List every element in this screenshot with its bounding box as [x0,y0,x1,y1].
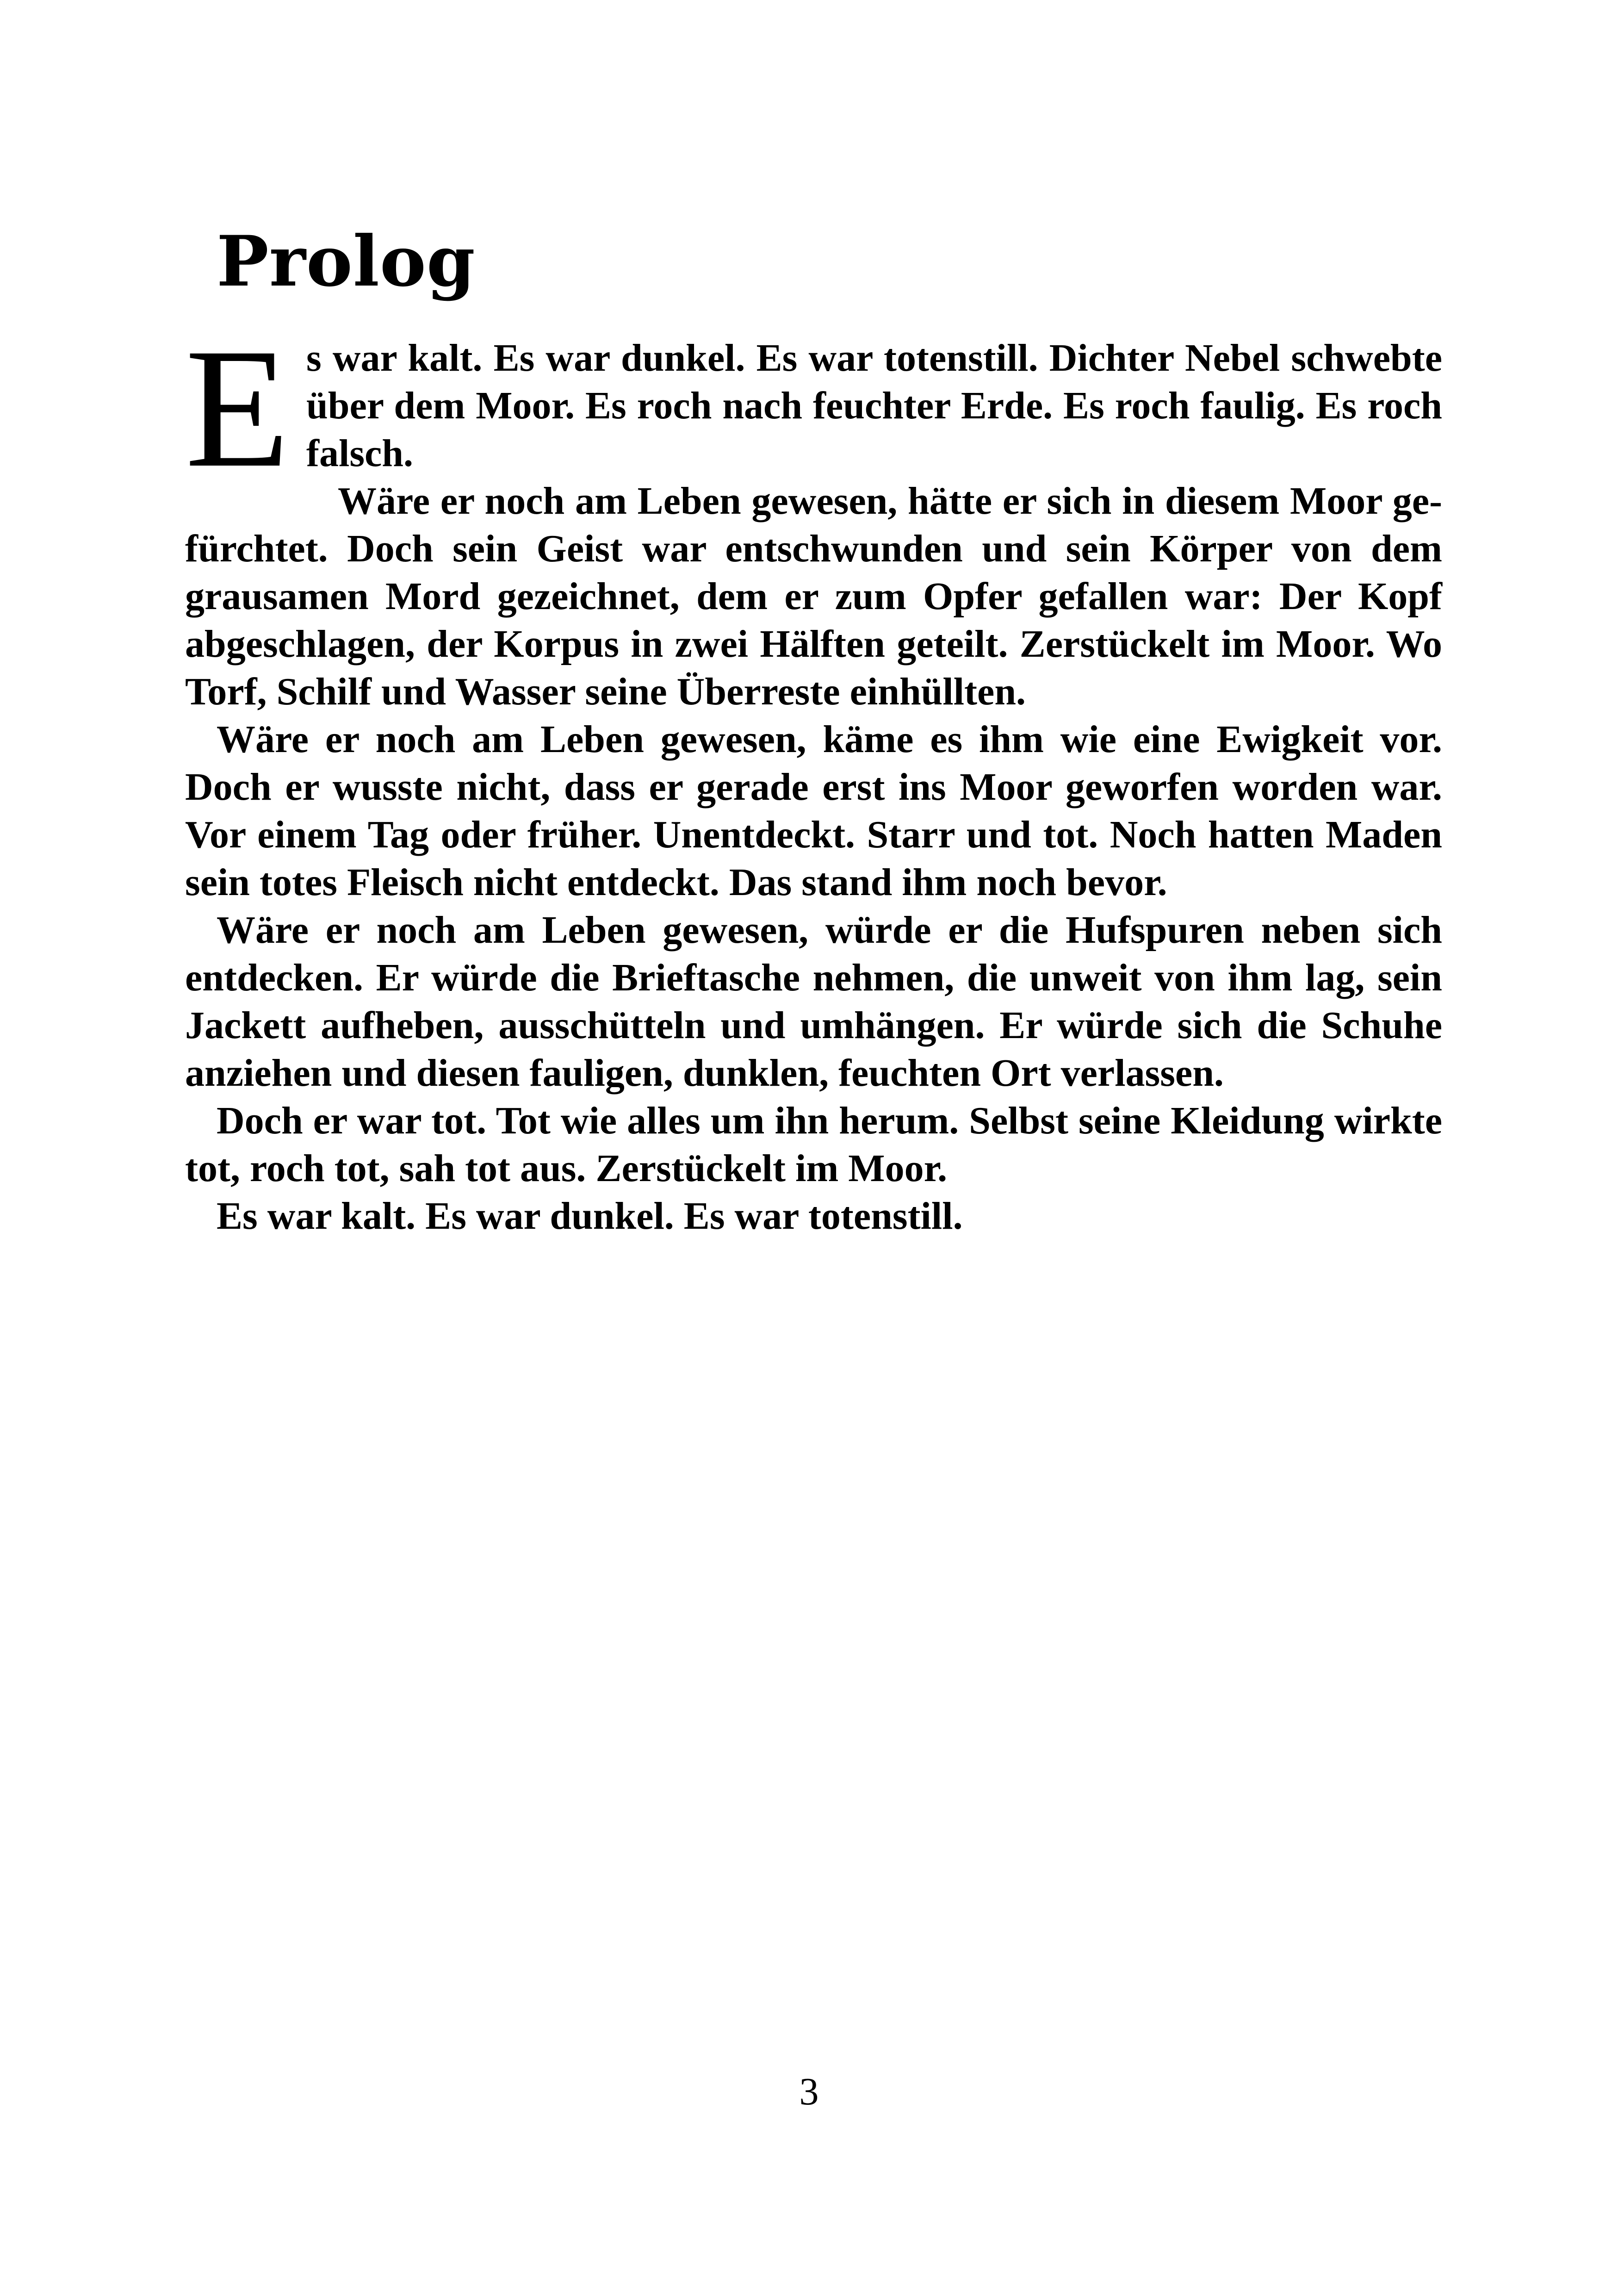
drop-cap: E [185,313,290,503]
page-number: 3 [799,2070,819,2113]
paragraph-2: Wäre er noch am Leben gewesen, hätte er sich in diesem Moor gefürchtet. Doch sein Geist war entschwunden und sein Körper von dem grausamen Mord gezeichnet, dem er zum Opfer gefallen war: Der Kopf abgeschlagen, der Korpus in zwei Hälften geteilt. Zerstückelt im Moor. Wo Torf, Schilf und Wasser seine Überreste einhüllten. [185,479,1442,713]
paragraph-3: Wäre er noch am Leben gewesen, käme es ihm wie eine Ewigkeit vor. Doch er wusste nicht, dass er gerade erst ins Moor geworfen worden war. Vor einem Tag oder früher. Unentdeckt. Starr und tot. Noch hatten Maden sein totes Fleisch nicht entdeckt. Das stand ihm noch bevor. [185,718,1442,904]
paragraph-4: Wäre er noch am Leben gewesen, würde er die Hufspuren neben sich entdecken. Er würde die Brieftasche nehmen, die unweit von ihm lag, sein Jackett aufheben, ausschütteln und umhängen. Er würde sich die Schuhe anziehen und diesen fauligen, dunklen, feuchten Ort verlassen. [185,908,1442,1095]
paragraph-1 [185,313,1442,503]
paragraph-5: Doch er war tot. Tot wie alles um ihn herum. Selbst seine Kleidung wirkte tot, roch tot, sah tot aus. Zerstückelt im Moor. [185,1099,1442,1190]
chapter-title: Prolog [217,221,476,302]
paragraph-1-text: s war kalt. Es war dunkel. Es war totenstill. Dichter Nebel schwebte über dem Moor. Es roch nach feuchter Erde. Es roch faulig. Es roch falsch. [306,336,1442,475]
paragraph-6: Es war kalt. Es war dunkel. Es war totenstill. [217,1195,963,1238]
prologue-text [185,313,1442,1240]
